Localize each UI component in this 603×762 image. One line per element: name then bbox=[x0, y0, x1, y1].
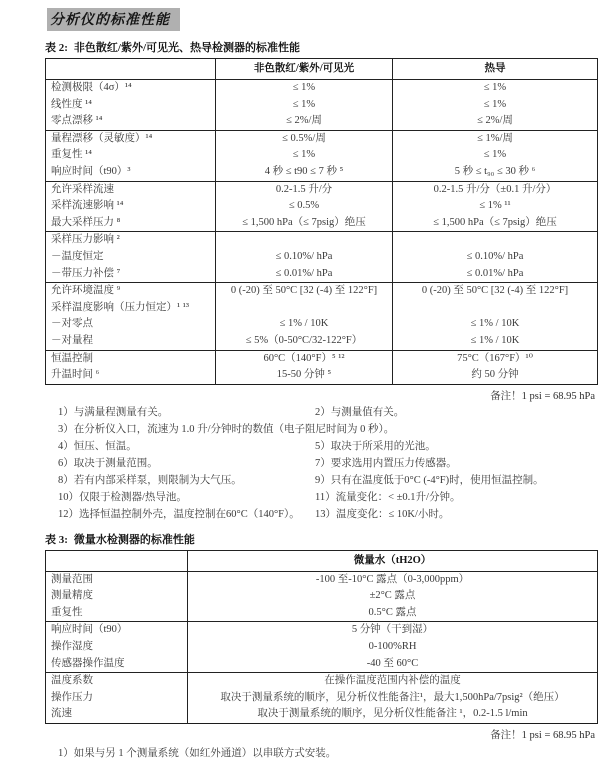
ndir-value-cell: ≤ 0.5%/周 bbox=[216, 130, 393, 147]
spec-label-cell: 操作湿度 bbox=[46, 639, 188, 656]
footnote-row bbox=[58, 472, 597, 489]
tcd-value-cell: ≤ 2%/周 bbox=[393, 113, 598, 130]
spec-row bbox=[46, 350, 598, 367]
tcd-value-cell: 0 (-20) 至 50°C [32 (-4) 至 122°F] bbox=[393, 283, 598, 300]
h2o-value-cell: 取决于测量系统的顺序，见分析仪性能备注 ¹，0.2-1.5 l/min bbox=[188, 706, 598, 723]
spec-label-cell: 检测极限（4σ）¹⁴ bbox=[46, 80, 216, 97]
footnote-row bbox=[58, 506, 597, 523]
table3-caption-label: 表 3: bbox=[45, 533, 68, 546]
tcd-value-cell: ≤ 1% bbox=[393, 80, 598, 97]
ndir-value-cell: ≤ 0.10%/ hPa bbox=[216, 249, 393, 266]
table2-footnotes bbox=[45, 404, 597, 523]
spec-row bbox=[46, 656, 598, 673]
spec-label-cell: 最大采样压力 ⁸ bbox=[46, 215, 216, 232]
footnote-item: 10）仅限于检测器/热导池。 bbox=[58, 491, 187, 503]
footnote-item: 8）若有内部采样泵，则限制为大气压。 bbox=[58, 474, 242, 486]
spec-group bbox=[46, 350, 598, 384]
spec-row bbox=[46, 588, 598, 605]
spec-row bbox=[46, 249, 598, 266]
spec-row bbox=[46, 97, 598, 114]
spec-label-cell: 测量精度 bbox=[46, 588, 188, 605]
table2-header-empty-cell bbox=[46, 59, 216, 80]
spec-row bbox=[46, 673, 598, 690]
h2o-value-cell: 取决于测量系统的顺序，见分析仪性能备注¹，最大1,500hPa/7psig²（绝压） bbox=[188, 690, 598, 707]
footnote-item: 2）与测量值有关。 bbox=[315, 406, 405, 418]
footnote-item: 1）与满量程测量有关。 bbox=[58, 406, 169, 418]
h2o-value-cell: 5 分钟（干到湿） bbox=[188, 622, 598, 639]
spec-label-cell: 采样压力影响 ² bbox=[46, 232, 216, 249]
ndir-value-cell: ≤ 1% bbox=[216, 147, 393, 164]
spec-row bbox=[46, 181, 598, 198]
spec-label-cell: 零点漂移 ¹⁴ bbox=[46, 113, 216, 130]
footnote-row bbox=[58, 421, 597, 438]
spec-row bbox=[46, 639, 598, 656]
footnote-item: 11）流量变化：< ±0.1升/分钟。 bbox=[315, 491, 461, 503]
footnote-item: 12）选择恒温控制外壳，温度控制在60°C（140°F）。 bbox=[58, 508, 300, 520]
spec-row bbox=[46, 164, 598, 181]
spec-label-cell: 允许采样流速 bbox=[46, 181, 216, 198]
spec-row bbox=[46, 283, 598, 300]
footnote-item: 6）取决于测量范围。 bbox=[58, 457, 158, 469]
table3-psi-note: 备注！1 psi = 68.95 hPa bbox=[490, 730, 595, 742]
ndir-value-cell: ≤ 1% / 10K bbox=[216, 316, 393, 333]
ndir-value-cell bbox=[216, 232, 393, 249]
spec-row bbox=[46, 706, 598, 723]
ndir-value-cell: 60°C（140°F）⁵ ¹² bbox=[216, 350, 393, 367]
spec-row bbox=[46, 266, 598, 283]
table2-spec-table bbox=[45, 58, 598, 385]
tcd-value-cell: 5 秒 ≤ t₉₀ ≤ 30 秒 ⁶ bbox=[393, 164, 598, 181]
spec-row bbox=[46, 113, 598, 130]
h2o-value-cell: 0-100%RH bbox=[188, 639, 598, 656]
spec-label-cell: 重复性 bbox=[46, 605, 188, 622]
spec-label-cell: －带压力补偿 ⁷ bbox=[46, 266, 216, 283]
table3-header-empty-cell bbox=[46, 550, 188, 571]
spec-label-cell: 量程漂移（灵敏度）¹⁴ bbox=[46, 130, 216, 147]
tcd-value-cell bbox=[393, 232, 598, 249]
footnote-row bbox=[58, 404, 597, 421]
spec-row bbox=[46, 147, 598, 164]
spec-label-cell: 流速 bbox=[46, 706, 188, 723]
tcd-value-cell: 约 50 分钟 bbox=[393, 367, 598, 384]
table2-caption bbox=[45, 39, 597, 55]
tcd-value-cell: ≤ 0.01%/ hPa bbox=[393, 266, 598, 283]
spec-group bbox=[46, 181, 598, 232]
h2o-value-cell: -100 至-10°C 露点（0-3,000ppm） bbox=[188, 571, 598, 588]
table2-caption-label: 表 2: bbox=[45, 42, 68, 54]
table2-header-row bbox=[46, 59, 598, 80]
table3-caption bbox=[45, 531, 597, 547]
table3-footnote: 1）如果与另 1 个测量系统（如红外通道）以串联方式安装。 bbox=[58, 748, 337, 760]
spec-row bbox=[46, 130, 598, 147]
spec-label-cell: 温度系数 bbox=[46, 673, 188, 690]
ndir-value-cell: 4 秒 ≤ t90 ≤ 7 秒 ⁵ bbox=[216, 164, 393, 181]
footnote-item: 13）温度变化：≤ 10K/小时。 bbox=[315, 508, 450, 520]
tcd-value-cell: ≤ 1%/周 bbox=[393, 130, 598, 147]
spec-label-cell: 测量范围 bbox=[46, 571, 188, 588]
spec-row bbox=[46, 622, 598, 639]
tcd-value-cell: ≤ 1% bbox=[393, 97, 598, 114]
ndir-value-cell: ≤ 5%（0-50°C/32-122°F） bbox=[216, 333, 393, 350]
spec-group bbox=[46, 622, 598, 673]
ndir-value-cell bbox=[216, 300, 393, 317]
spec-row bbox=[46, 232, 598, 249]
ndir-value-cell: ≤ 1% bbox=[216, 80, 393, 97]
tcd-value-cell: ≤ 1,500 hPa（≤ 7psig）绝压 bbox=[393, 215, 598, 232]
footnote-item: 3）在分析仪入口，流速为 1.0 升/分钟时的数值（电子阻尼时间为 0 秒）。 bbox=[58, 423, 395, 435]
spec-label-cell: －对零点 bbox=[46, 316, 216, 333]
ndir-value-cell: 0 (-20) 至 50°C [32 (-4) 至 122°F] bbox=[216, 283, 393, 300]
h2o-value-cell: 0.5°C 露点 bbox=[188, 605, 598, 622]
footnote-row bbox=[58, 438, 597, 455]
spec-row bbox=[46, 80, 598, 97]
spec-row bbox=[46, 300, 598, 317]
page-title: 分析仪的标准性能 bbox=[47, 8, 180, 31]
table2-psi-note: 备注！1 psi = 68.95 hPa bbox=[490, 390, 595, 402]
spec-group bbox=[46, 571, 598, 622]
footnote-item: 7）要求选用内置压力传感器。 bbox=[315, 457, 457, 469]
spec-label-cell: 响应时间（t90）³ bbox=[46, 164, 216, 181]
spec-label-cell: 允许环境温度 ⁹ bbox=[46, 283, 216, 300]
ndir-value-cell: ≤ 0.01%/ hPa bbox=[216, 266, 393, 283]
ndir-value-cell: ≤ 1% bbox=[216, 97, 393, 114]
spec-row bbox=[46, 605, 598, 622]
spec-label-cell: 操作压力 bbox=[46, 690, 188, 707]
ndir-value-cell: 0.2-1.5 升/分 bbox=[216, 181, 393, 198]
ndir-value-cell: ≤ 2%/周 bbox=[216, 113, 393, 130]
table3-spec-table bbox=[45, 550, 598, 724]
h2o-value-cell: ±2°C 露点 bbox=[188, 588, 598, 605]
footnote-row bbox=[58, 455, 597, 472]
spec-label-cell: －对量程 bbox=[46, 333, 216, 350]
tcd-value-cell: ≤ 1% / 10K bbox=[393, 333, 598, 350]
spec-label-cell: －温度恒定 bbox=[46, 249, 216, 266]
spec-row bbox=[46, 333, 598, 350]
spec-group bbox=[46, 80, 598, 131]
spec-label-cell: 恒温控制 bbox=[46, 350, 216, 367]
spec-group bbox=[46, 232, 598, 283]
tcd-value-cell: 75°C（167°F）¹⁰ bbox=[393, 350, 598, 367]
footnote-item: 4）恒压、恒温。 bbox=[58, 440, 137, 452]
spec-group bbox=[46, 130, 598, 181]
spec-row bbox=[46, 316, 598, 333]
tcd-value-cell: ≤ 1% ¹¹ bbox=[393, 198, 598, 215]
table3-header-h2o: 微量水（tH2O） bbox=[188, 550, 598, 571]
tcd-value-cell bbox=[393, 300, 598, 317]
spec-label-cell: 升温时间 ⁶ bbox=[46, 367, 216, 384]
spec-group bbox=[46, 283, 598, 350]
ndir-value-cell: ≤ 1,500 hPa（≤ 7psig）绝压 bbox=[216, 215, 393, 232]
table3-caption-text: 微量水检测器的标准性能 bbox=[73, 533, 195, 546]
ndir-value-cell: ≤ 0.5% bbox=[216, 198, 393, 215]
spec-group bbox=[46, 673, 598, 724]
spec-row bbox=[46, 367, 598, 384]
footnote-item: 9）只有在温度低于0°C (-4°F)时，使用恒温控制。 bbox=[315, 474, 544, 486]
spec-row bbox=[46, 690, 598, 707]
ndir-value-cell: 15-50 分钟 ⁵ bbox=[216, 367, 393, 384]
tcd-value-cell: ≤ 1% / 10K bbox=[393, 316, 598, 333]
spec-row bbox=[46, 571, 598, 588]
table3-header-row bbox=[46, 550, 598, 571]
h2o-value-cell: 在操作温度范围内补偿的温度 bbox=[188, 673, 598, 690]
spec-label-cell: 响应时间（t90） bbox=[46, 622, 188, 639]
spec-label-cell: 采样流速影响 ¹⁴ bbox=[46, 198, 216, 215]
spec-label-cell: 线性度 ¹⁴ bbox=[46, 97, 216, 114]
table2-header-ndir: 非色散红/紫外/可见光 bbox=[216, 59, 393, 80]
tcd-value-cell: ≤ 0.10%/ hPa bbox=[393, 249, 598, 266]
tcd-value-cell: 0.2-1.5 升/分（±0.1 升/分） bbox=[393, 181, 598, 198]
table2-caption-text: 非色散红/紫外/可见光、热导检测器的标准性能 bbox=[73, 42, 301, 54]
spec-row bbox=[46, 215, 598, 232]
h2o-value-cell: -40 至 60°C bbox=[188, 656, 598, 673]
spec-label-cell: 重复性 ¹⁴ bbox=[46, 147, 216, 164]
footnote-item: 5）取决于所采用的光池。 bbox=[315, 440, 436, 452]
spec-label-cell: 传感器操作温度 bbox=[46, 656, 188, 673]
spec-label-cell: 采样温度影响（压力恒定）¹ ¹³ bbox=[46, 300, 216, 317]
tcd-value-cell: ≤ 1% bbox=[393, 147, 598, 164]
spec-row bbox=[46, 198, 598, 215]
table2-header-tcd: 热导 bbox=[393, 59, 598, 80]
footnote-row bbox=[58, 489, 597, 506]
